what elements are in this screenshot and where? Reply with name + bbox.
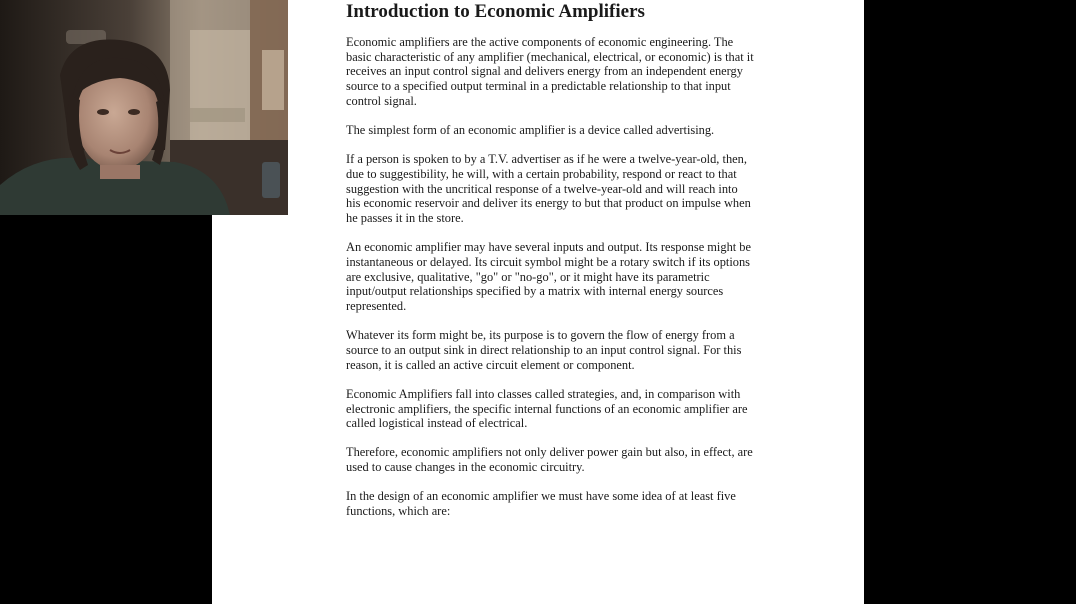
document-page: [212, 0, 864, 604]
paragraph-1: Economic amplifiers are the active components of economic engineering. The basic characteristic of any amplifier (mechanical, electrical, or economic) is that it receives an input control signal and delivers energy from an independent energy source to a specified output terminal in a predictable relationship to that input control signal.: [346, 35, 754, 108]
paragraph-8: In the design of an economic amplifier we must have some idea of at least five functions, which are:: [346, 489, 736, 519]
webcam-image: [0, 0, 288, 215]
document-title: Introduction to Economic Amplifiers: [346, 1, 645, 22]
paragraph-4: An economic amplifier may have several inputs and output. Its response might be instantaneous or delayed. Its circuit symbol might be a rotary switch if its options are exclusive, qualitative, "go" or "no-go", or it might have its parametric input/output relationships specified by a matrix with internal energy sources represented.: [346, 240, 752, 314]
paragraph-3: If a person is spoken to by a T.V. advertiser as if he were a twelve-year-old, then, due to suggestibility, he will, with a certain probability, respond or react to that suggestion with the uncritical response of a twelve-year-old and will reach into his economic reservoir and deliver its energy to but that product on impulse when he passes it in the store.: [346, 152, 751, 226]
paragraph-7: Therefore, economic amplifiers not only deliver power gain but also, in effect, are used to cause changes in the economic circuitry.: [346, 445, 753, 475]
webcam-overlay: [0, 0, 288, 215]
paragraph-6: Economic Amplifiers fall into classes called strategies, and, in comparison with electronic amplifiers, the specific internal functions of an economic amplifier are called logistical instead of electrical.: [346, 386, 748, 431]
paragraph-2: The simplest form of an economic amplifier is a device called advertising.: [346, 123, 715, 138]
paragraph-5: Whatever its form might be, its purpose is to govern the flow of energy from a source to an output sink in direct relationship to an input control signal. For this reason, it is called an active circuit element or component.: [346, 328, 742, 372]
document-content: [346, 0, 776, 533]
